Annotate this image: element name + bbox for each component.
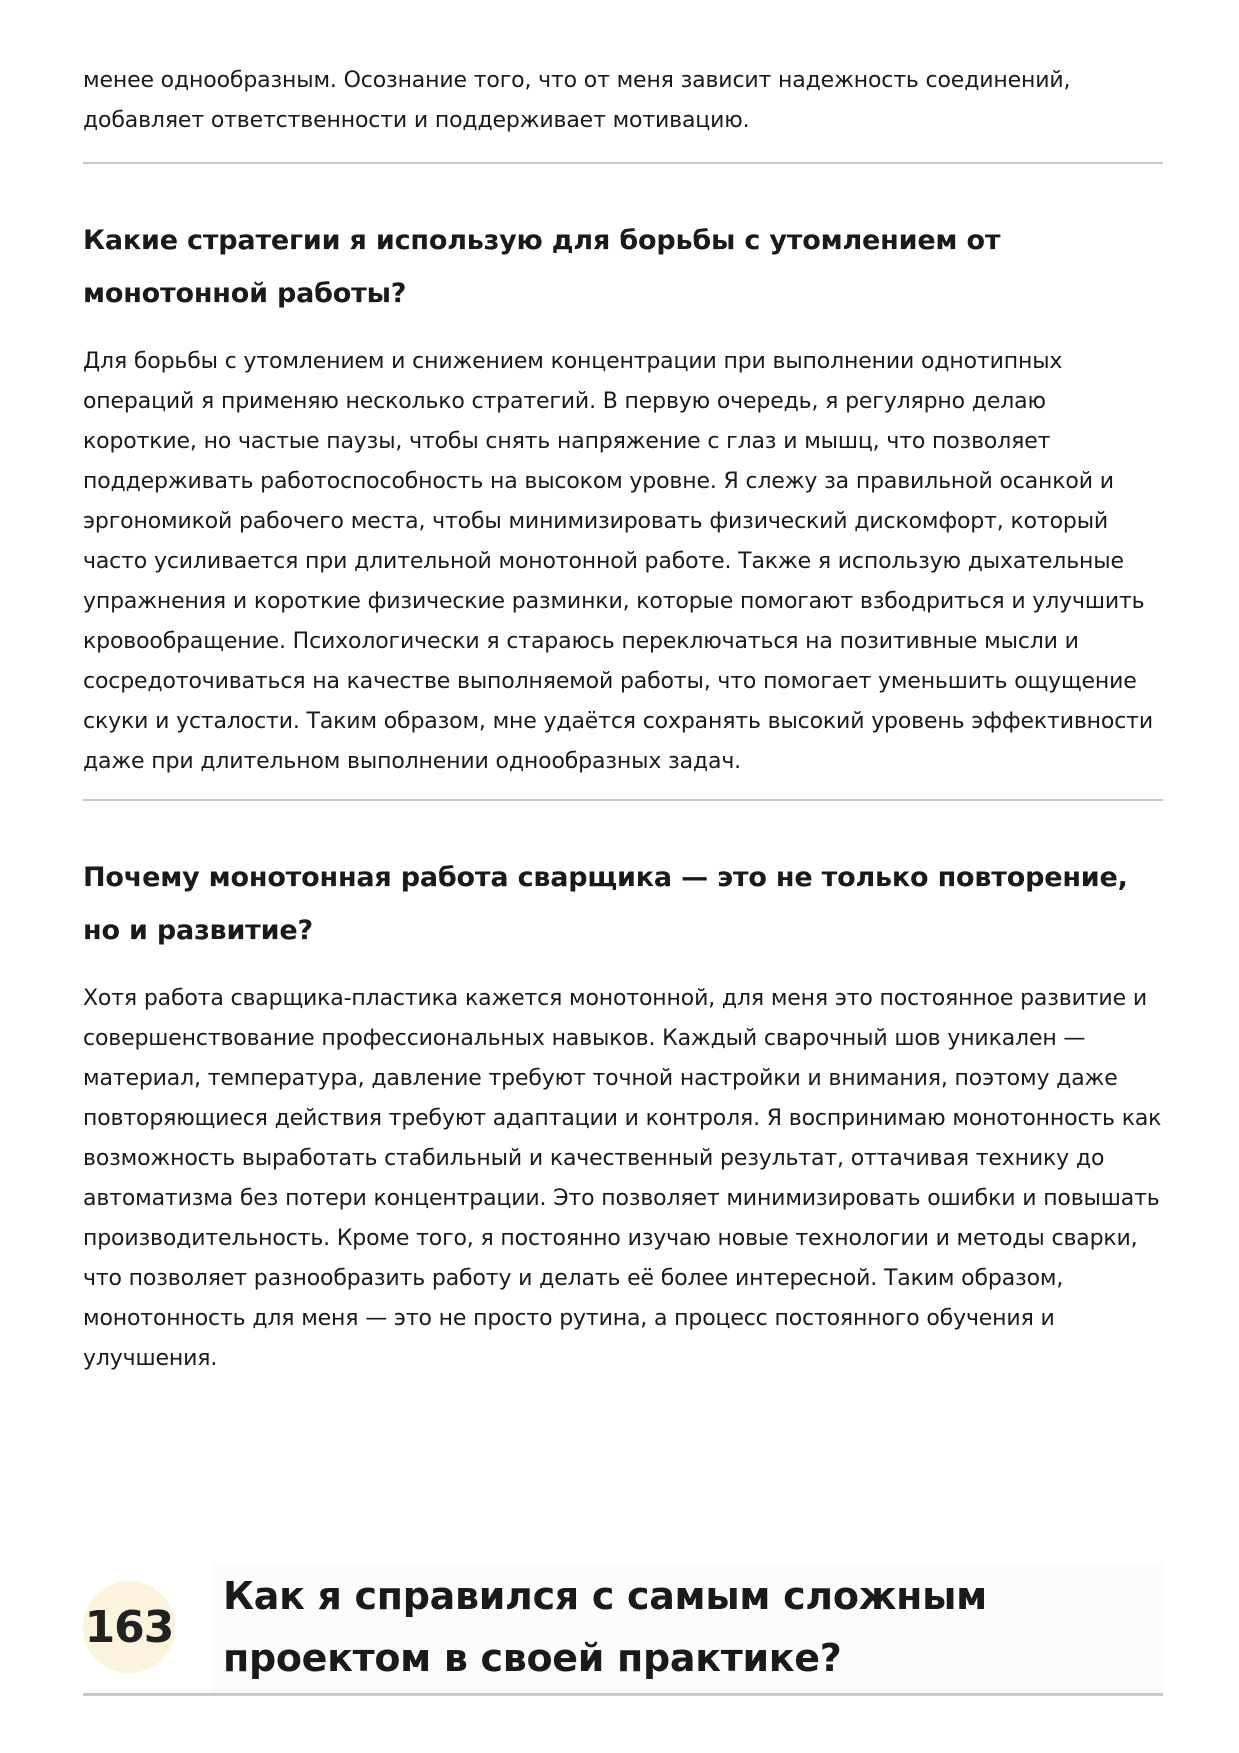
section-divider xyxy=(83,162,1163,164)
section-body-strategies xyxy=(83,342,1163,782)
chapter-number-badge: 163 xyxy=(83,1581,175,1673)
section-divider xyxy=(83,799,1163,801)
section-heading-strategies: Какие стратегии я использую для борьбы с утомлением от монотонной работы? xyxy=(83,225,1001,309)
section-body-development xyxy=(83,979,1163,1379)
chapter-header xyxy=(83,1563,1163,1695)
section-paragraph: Для борьбы с утомлением и снижением концентрации при выполнении однотипных операций я применяю несколько стратегий. В первую очередь, я регулярно делаю короткие, но частые паузы, чтобы снять напряжение с глаз и мышц, что позволяет поддерживать работоспособность на высоком уровне. Я слежу за правильной осанкой и эргономикой рабочего места, чтобы минимизировать физический дискомфорт, который часто усиливается при длительной монотонной работе. Также я использую дыхательные упражнения и короткие физические разминки, которые помогают взбодриться и улучшить кровообращение. Психологически я стараюсь переключаться на позитивные мысли и сосредоточиваться на качестве выполняемой работы, что помогает уменьшить ощущение скуки и усталости. Таким образом, мне удаётся сохранять высокий уровень эффективности даже при длительном выполнении однообразных задач. xyxy=(83,349,1153,774)
chapter-title: Как я справился с самым сложным проектом в своей практике? xyxy=(223,1574,987,1680)
section-paragraph: Хотя работа сварщика-пластика кажется монотонной, для меня это постоянное развитие и совершенствование профессиональных навыков. Каждый сварочный шов уникален — материал, температура, давление требуют точной настройки и внимания, поэтому даже повторяющиеся действия требуют адаптации и контроля. Я воспринимаю монотонность как возможность выработать стабильный и качественный результат, оттачивая технику до автоматизма без потери концентрации. Это позволяет минимизировать ошибки и повышать производительность. Кроме того, я постоянно изучаю новые технологии и методы сварки, что позволяет разнообразить работу и делать её более интересной. Таким образом, монотонность для меня — это не просто рутина, а процесс постоянного обучения и улучшения. xyxy=(83,986,1162,1371)
section-heading-development: Почему монотонная работа сварщика — это не только повторение, но и развитие? xyxy=(83,862,1128,946)
intro-paragraph: менее однообразным. Осознание того, что от меня зависит надежность соединений, добавляет ответственности и поддерживает мотивацию. xyxy=(83,68,1071,133)
chapter-divider xyxy=(83,1693,1163,1696)
